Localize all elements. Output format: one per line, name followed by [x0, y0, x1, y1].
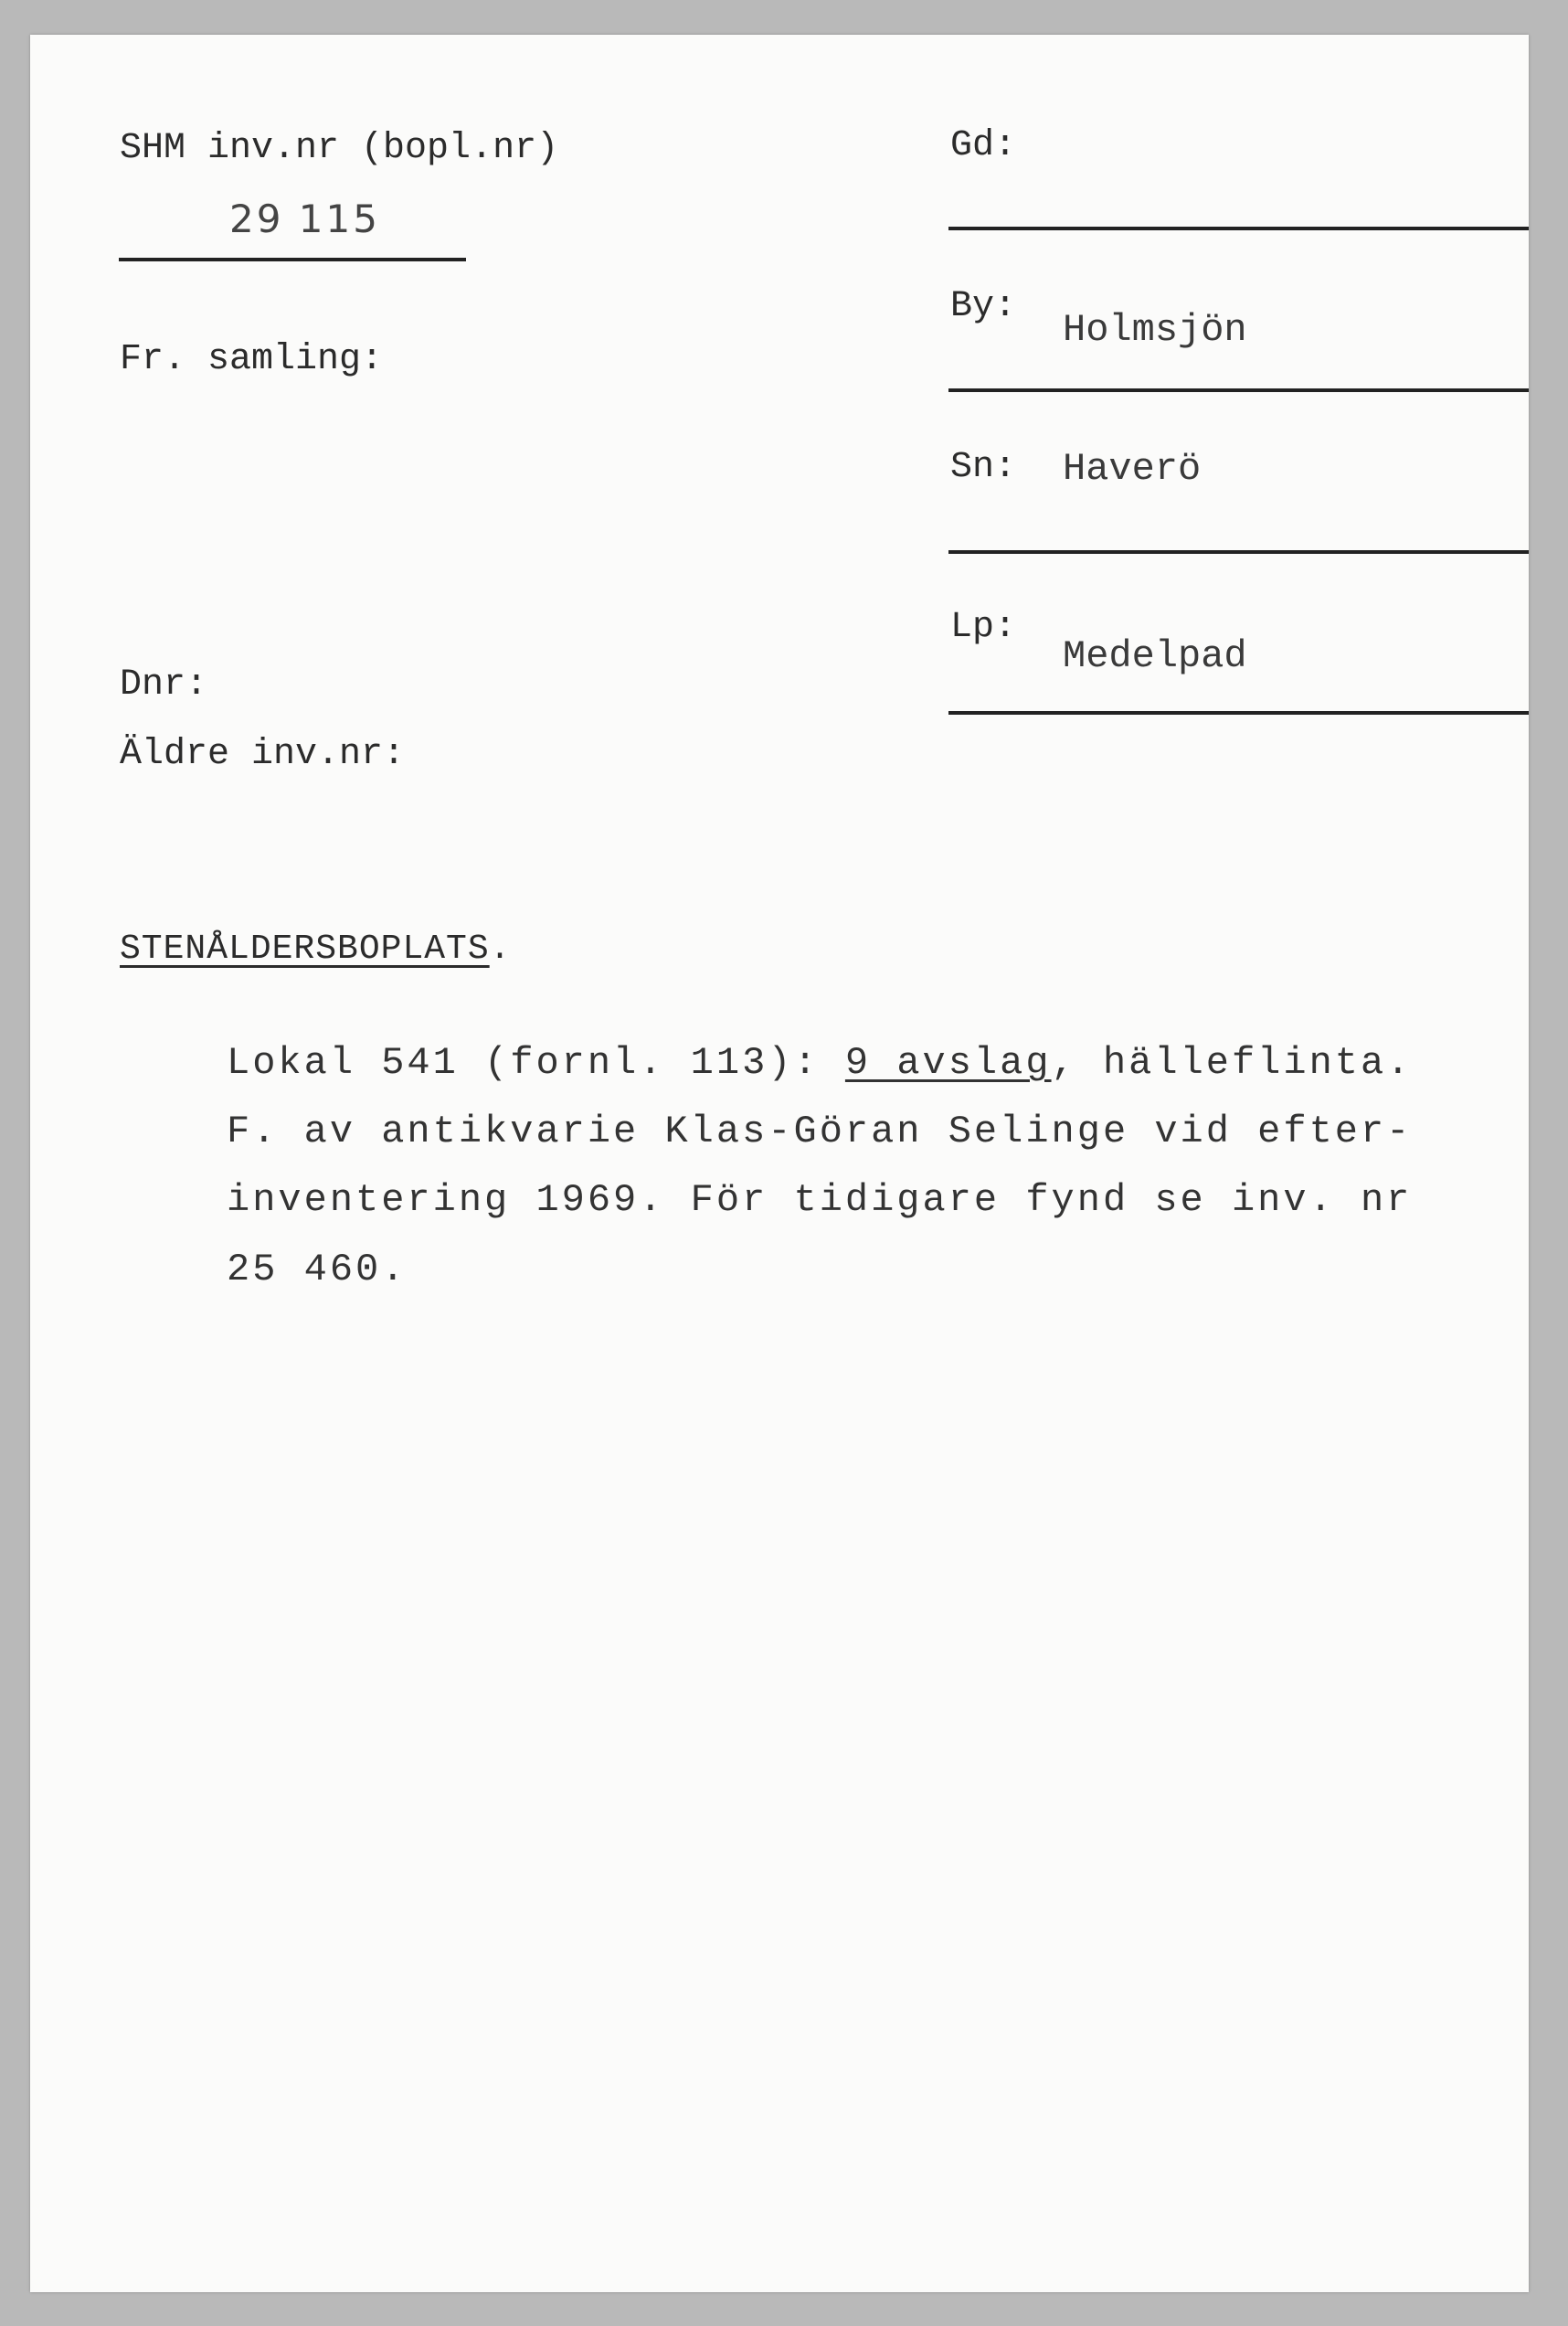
lp-label: Lp:	[950, 607, 1017, 648]
gd-label: Gd:	[950, 125, 1017, 166]
inv-number: 29 115	[229, 196, 380, 241]
fr-samling-label: Fr. samling:	[120, 339, 384, 380]
body-line-3: inventering 1969. För tidigare fynd se inv. nr	[227, 1178, 1413, 1222]
body-line-1-pre: Lokal 541 (fornl. 113):	[227, 1041, 845, 1085]
catalog-card	[30, 35, 1529, 2292]
body-line-4: 25 460.	[227, 1248, 408, 1291]
inv-nr-label: SHM inv.nr (bopl.nr)	[120, 128, 559, 169]
by-value: Holmsjön	[1063, 308, 1247, 352]
inv-number-rule	[119, 258, 466, 261]
gd-rule	[948, 227, 1529, 230]
sn-label: Sn:	[950, 447, 1017, 488]
heading-text: STENÅLDERSBOPLATS	[120, 929, 490, 969]
body-line-1-underlined: 9 avslag	[844, 1041, 1052, 1085]
dnr-label: Dnr:	[120, 664, 208, 706]
lp-value: Medelpad	[1063, 634, 1247, 678]
body-line-1	[227, 1041, 1413, 1085]
by-rule	[948, 388, 1529, 392]
heading-suffix: .	[489, 929, 512, 969]
lp-rule	[948, 711, 1529, 715]
section-heading	[120, 929, 512, 969]
sn-value: Haverö	[1063, 447, 1202, 491]
by-label: By:	[950, 286, 1017, 327]
sn-rule	[948, 550, 1529, 554]
body-line-2: F. av antikvarie Klas-Göran Selinge vid efter-	[227, 1110, 1413, 1153]
aldre-inv-nr-label: Äldre inv.nr:	[120, 734, 406, 775]
body-line-1-post: , hälleflinta.	[1051, 1041, 1413, 1085]
